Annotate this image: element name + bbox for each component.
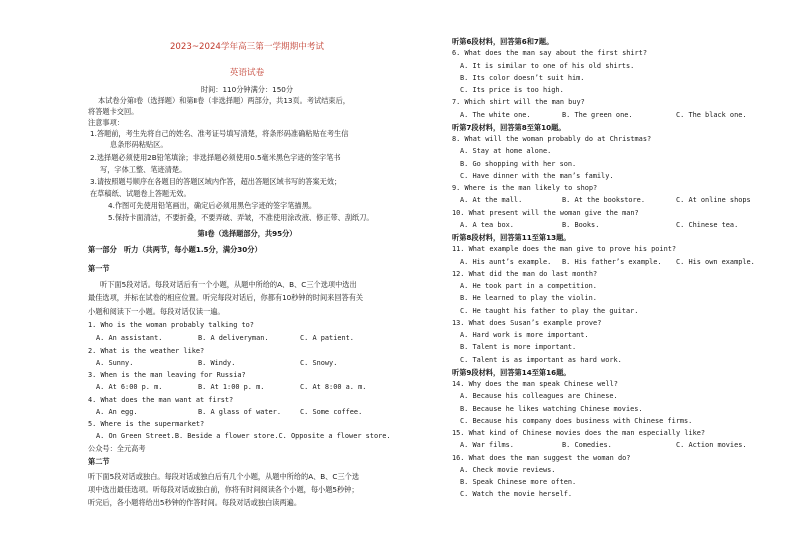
option-b: B. A deliveryman.	[198, 334, 269, 342]
option-b: B. Comedies.	[562, 441, 612, 450]
intro-line: 写，字体工整、笔迹清楚。	[100, 165, 187, 174]
option: A. Stay at home alone.	[460, 147, 552, 156]
option: C. He taught his father to play the guitar.	[460, 306, 639, 315]
section-label: 第一节	[88, 264, 110, 273]
footnote: 公众号：全元高考	[88, 444, 146, 453]
option-c: C. Action movies.	[676, 441, 747, 450]
intro-line: 4.作图可先使用铅笔画出，确定后必须用黑色字迹的签字笔描黑。	[108, 201, 317, 210]
time-score: 时间：110分钟满分：150分	[200, 85, 294, 94]
option-c: C. Chinese tea.	[676, 220, 739, 229]
section-instructions: 小题和阅读下一小题。每段对话仅读一遍。	[88, 307, 225, 316]
question-stem: 15. What kind of Chinese movies does the man especially like?	[452, 429, 706, 437]
part-heading: 第一部分 听力（共两节，每小题1.5分，满分30分）	[88, 245, 262, 254]
question-stem: 6. What does the man say about the first shirt?	[452, 49, 647, 58]
intro-line: 3.请按照题号顺序在各题目的答题区域内作答，超出答题区域书写的答案无效；	[90, 177, 342, 186]
option: C. Its price is too high.	[460, 86, 564, 94]
material-heading: 听第8段材料，回答第11至第13题。	[452, 233, 571, 242]
option-a: A. At the mall.	[460, 196, 523, 205]
question-stem: 8. What will the woman probably do at Christmas?	[452, 135, 652, 143]
option: C. Because his company does business with Chinese firms.	[460, 416, 693, 425]
option: B. Speak Chinese more often.	[460, 478, 577, 486]
question-stem: 7. Which shirt will the man buy?	[452, 98, 585, 107]
subject-title: 英语试卷	[229, 68, 265, 78]
option-b: B. Windy.	[198, 359, 236, 367]
option: C. Talent is as important as hard work.	[460, 355, 622, 364]
section-instructions: 听完后，各小题将给出5秒钟的作答时间。每段对话或独白读两遍。	[88, 498, 302, 507]
material-heading: 听第6段材料，回答第6和7题。	[452, 37, 554, 46]
section-instructions: 项中选出最佳选项。听每段对话或独白前，你将有时间阅读各个小题，每小题5秒钟；	[88, 485, 359, 494]
option-c: C. His own example.	[676, 257, 755, 266]
option: B. Talent is more important.	[460, 343, 577, 352]
option-c: C. Some coffee.	[300, 408, 363, 416]
option: A. Hard work is more important.	[460, 331, 589, 339]
option-a: A. An egg.	[96, 408, 138, 416]
option-a: A. At 6:00 p. m.	[96, 383, 163, 391]
exam-title: 2023~2024学年高三第一学期期中考试	[169, 42, 325, 52]
option: C. Have dinner with the man’s family.	[460, 171, 614, 180]
section-label: 第二节	[88, 457, 110, 466]
option: B. Because he likes watching Chinese movies.	[460, 404, 643, 413]
question-stem: 3. When is the man leaving for Russia?	[88, 371, 246, 379]
option-b: B. At the bookstore.	[562, 196, 645, 205]
option-c: C. At 8:00 a. m.	[300, 383, 367, 391]
question-stem: 16. What does the man suggest the woman do?	[452, 453, 631, 462]
intro-line: 5.保持卡面清洁，不要折叠，不要弄破、弄皱，不准使用涂改液、修正带、刮纸刀。	[108, 213, 374, 222]
option: B. He learned to play the violin.	[460, 294, 597, 303]
option-b: B. The green one.	[562, 110, 633, 119]
question-stem: 10. What present will the woman give the man?	[452, 208, 639, 217]
option: A. He took part in a competition.	[460, 282, 597, 290]
option-a: A. His aunt’s example.	[460, 257, 552, 266]
question-stem: 11. What example does the man give to prove his point?	[452, 245, 677, 254]
option-a: A. War films.	[460, 441, 514, 450]
question-stem: 12. What did the man do last month?	[452, 269, 598, 278]
option-a: A. Sunny.	[96, 359, 134, 367]
option-c: C. At online shops	[676, 196, 751, 205]
option: B. Go shopping with her son.	[460, 159, 577, 168]
option: A. Check movie reviews.	[460, 465, 556, 474]
intro-line: 2.选择题必须使用2B铅笔填涂；非选择题必须使用0.5毫米黑色字迹的签字笔书	[90, 153, 341, 162]
question-stem: 2. What is the weather like?	[88, 347, 205, 355]
option-c: C. Snowy.	[300, 359, 338, 367]
intro-line: 将答题卡交回。	[88, 107, 139, 116]
option-b: B. A glass of water.	[198, 408, 281, 416]
option-a: A. A tea box.	[460, 220, 514, 229]
material-heading: 听第9段材料，回答第14至第16题。	[452, 367, 571, 377]
intro-line: 1.答题前，考生先将自己的姓名、准考证号填写清楚，将条形码准确粘贴在考生信	[90, 129, 349, 138]
question-stem: 4. What does the man want at first?	[88, 396, 234, 404]
option-b: B. His father’s example.	[562, 257, 662, 266]
question-stem: 9. Where is the man likely to shop?	[452, 184, 598, 192]
option-c: C. The black one.	[676, 110, 747, 119]
option: C. Watch the movie herself.	[460, 490, 573, 499]
section-instructions: 听下面5段对话。每段对话后有一个小题，从题中所给的A、B、C三个选项中选出	[100, 280, 357, 289]
intro-line: 本试卷分第Ⅰ卷（选择题）和第Ⅱ卷（非选择题）两部分，共13页。考试结束后，	[98, 96, 350, 105]
option: A. Because his colleagues are Chinese.	[460, 392, 618, 401]
option: A. It is similar to one of his old shirts.	[460, 61, 635, 70]
intro-line: 在草稿纸、试题卷上答题无效。	[90, 189, 191, 198]
material-heading: 听第7段材料，回答第8至第10题。	[452, 122, 566, 132]
option-a: A. The white one.	[460, 110, 531, 119]
options-inline: A. On Green Street.B. Beside a flower store.C. Opposite a flower store.	[96, 432, 391, 440]
option-b: B. At 1:00 p. m.	[198, 383, 265, 391]
question-stem: 13. What does Susan’s example prove?	[452, 318, 602, 327]
intro-line: 息条形码粘贴区。	[110, 140, 168, 149]
option-a: A. An assistant.	[96, 334, 163, 342]
option: B. Its color doesn’t suit him.	[460, 73, 585, 82]
option-c: C. A patient.	[300, 334, 354, 342]
question-stem: 5. Where is the supermarket?	[88, 420, 205, 428]
section-instructions: 听下面5段对话或独白。每段对话或独白后有几个小题，从题中所给的A、B、C三个选	[88, 472, 360, 481]
question-stem: 14. Why does the man speak Chinese well?	[452, 380, 618, 388]
section-instructions: 最佳选项，并标在试卷的相应位置。听完每段对话后，你都有10秒钟的时间来回答有关	[88, 293, 364, 302]
option-b: B. Books.	[562, 220, 600, 229]
volume-heading: 第Ⅰ卷（选择题部分，共95分）	[197, 229, 297, 238]
intro-line: 注意事项：	[88, 118, 124, 127]
question-stem: 1. Who is the woman probably talking to?	[88, 321, 254, 329]
